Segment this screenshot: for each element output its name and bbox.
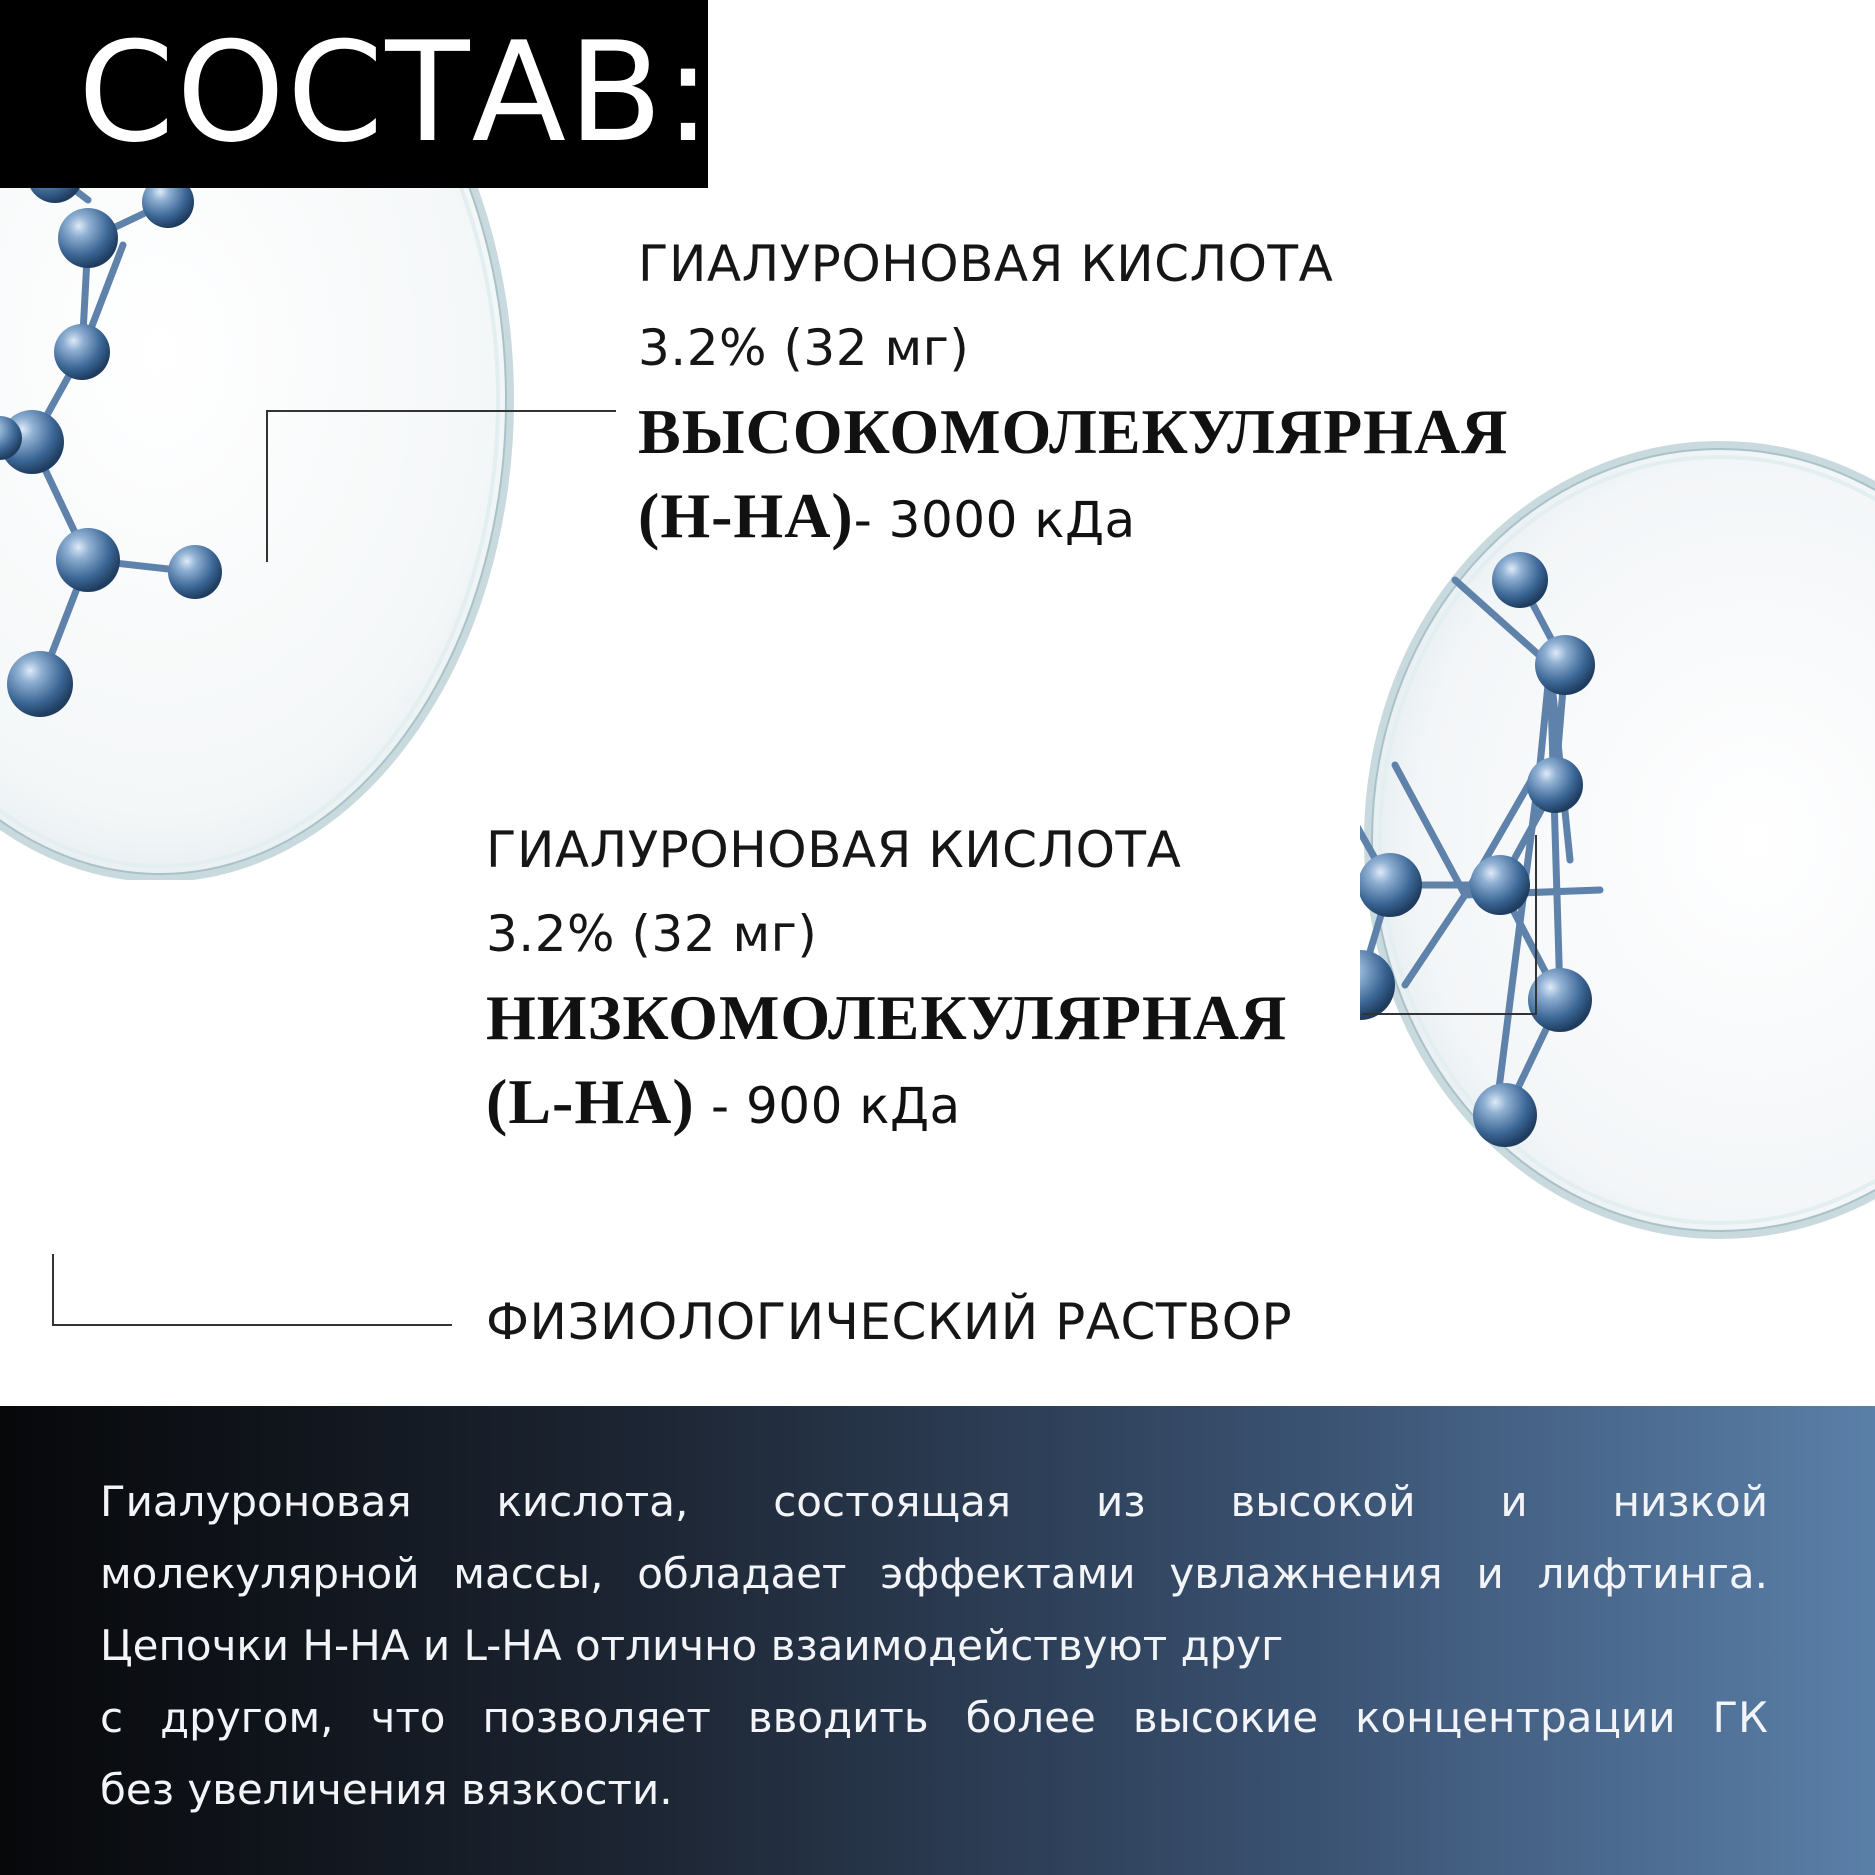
ingredient-abbr: (L-HA) (486, 1066, 695, 1137)
description-line: Гиалуроновая кислота, состоящая из высокой и низкой (100, 1477, 1768, 1526)
petri-dish-molecule-icon (1360, 440, 1875, 1260)
description-line: Цепочки H-HA и L-HA отлично взаимодействуют друг (100, 1621, 1284, 1670)
ingredient-abbr-line (638, 474, 1508, 562)
ingredient-low-molecular (486, 808, 1287, 1148)
ingredient-abbr: (H-HA) (638, 480, 854, 551)
ingredient-concentration: 3.2% (32 мг) (486, 905, 818, 963)
connector-line (1535, 835, 1537, 1015)
description-text (100, 1466, 1768, 1826)
connector-line (52, 1254, 54, 1326)
ingredient-type: НИЗКОМОЛЕКУЛЯРНАЯ (486, 982, 1288, 1053)
ingredient-mass: - 3000 кДа (853, 491, 1136, 549)
connector-line (266, 410, 616, 412)
ingredient-saline: ФИЗИОЛОГИЧЕСКИЙ РАСТВОР (486, 1293, 1293, 1351)
connector-line (1362, 1013, 1537, 1015)
ingredient-high-molecular (638, 222, 1508, 562)
connector-line (266, 410, 268, 562)
page-title: СОСТАВ: (78, 12, 714, 173)
connector-line (52, 1324, 452, 1326)
ingredient-name: ГИАЛУРОНОВАЯ КИСЛОТА (486, 821, 1182, 879)
ingredient-name: ГИАЛУРОНОВАЯ КИСЛОТА (638, 235, 1334, 293)
ingredient-mass: - 900 кДа (694, 1077, 961, 1135)
description-line: молекулярной массы, обладает эффектами увлажнения и лифтинга. (100, 1549, 1768, 1598)
ingredient-abbr-line (486, 1060, 1287, 1148)
description-line: без увеличения вязкости. (100, 1765, 673, 1814)
ingredient-concentration: 3.2% (32 мг) (638, 319, 970, 377)
ingredient-type: ВЫСОКОМОЛЕКУЛЯРНАЯ (638, 396, 1509, 467)
description-line: с другом, что позволяет вводить более высокие концентрации ГК (100, 1693, 1768, 1742)
